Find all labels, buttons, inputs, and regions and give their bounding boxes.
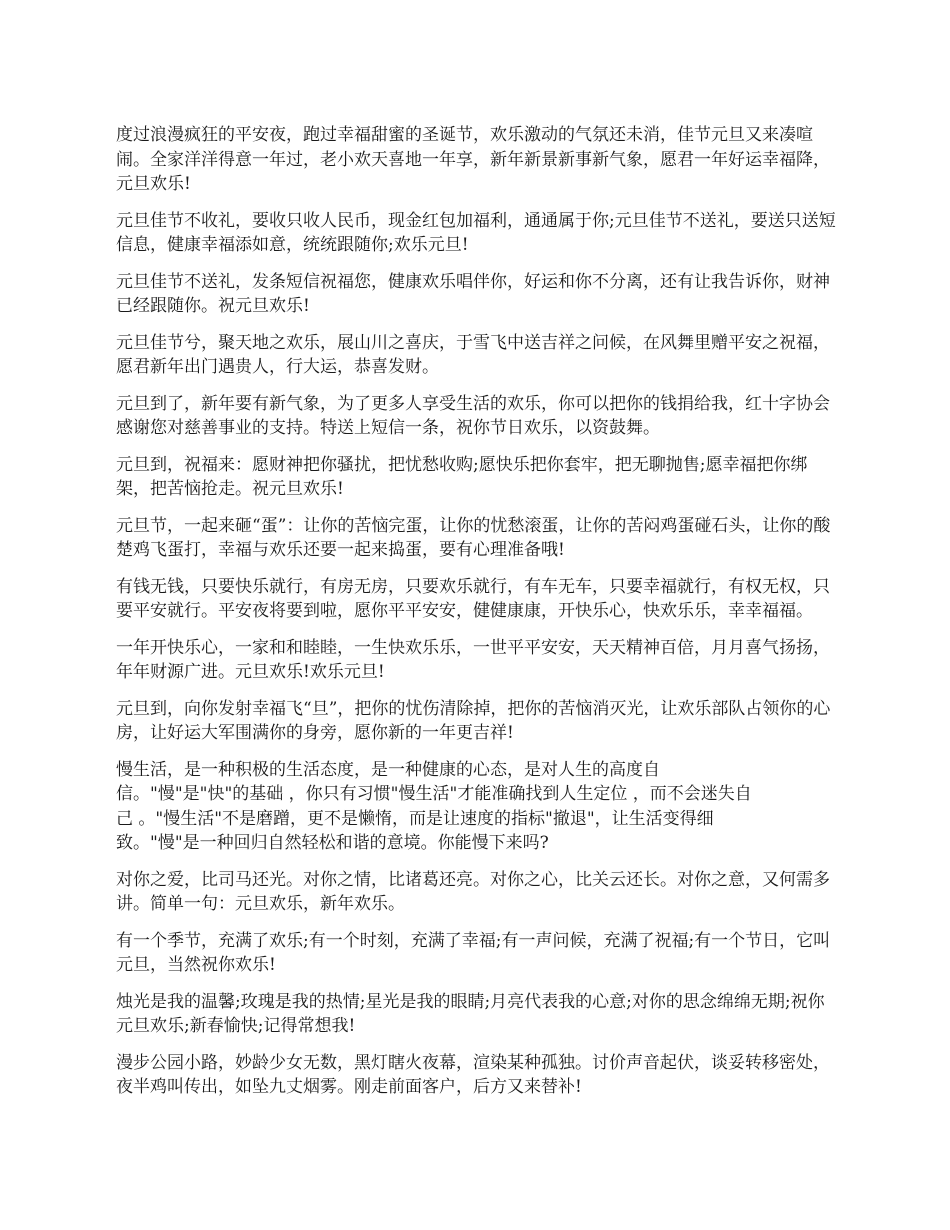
paragraph-1: 度过浪漫疯狂的平安夜，跑过幸福甜蜜的圣诞节，欢乐激动的气氛还未消，佳节元旦又来凑喧闹。全家洋洋得意一年过，老小欢天喜地一年享，新年新景新事新气象，愿君一年好运幸福降，元旦欢乐! <box>116 125 830 194</box>
paragraph-9: 一年开快乐心，一家和和睦睦，一生快欢乐乐，一世平平安安，天天精神百倍，月月喜气扬扬，年年财源广进。元旦欢乐!欢乐元旦! <box>116 637 830 682</box>
paragraph-10: 元旦到，向你发射幸福飞“旦”，把你的忧伤清除掉，把你的苦恼消灭光，让欢乐部队占领你的心房，让好运大军围满你的身旁，愿你新的一年更吉祥! <box>116 698 831 743</box>
paragraph-6: 元旦到，祝福来：愿财神把你骚扰，把忧愁收购;愿快乐把你套牢，把无聊抛售;愿幸福把你绑架，把苦恼抢走。祝元旦欢乐! <box>116 454 808 499</box>
paragraph-4: 元旦佳节兮，聚天地之欢乐，展山川之喜庆，于雪飞中送吉祥之问候，在风舞里赠平安之祝福，愿君新年出门遇贵人，行大运，恭喜发财。 <box>116 332 830 377</box>
paragraph-15: 漫步公园小路，妙龄少女无数，黑灯瞎火夜幕，渲染某种孤独。讨价声音起伏，谈妥转移密处，夜半鸡叫传出，如坠九丈烟雾。刚走前面客户，后方又来替补! <box>116 1052 830 1097</box>
paragraph-2: 元旦佳节不收礼，要收只收人民币，现金红包加福利，通通属于你;元旦佳节不送礼，要送只送短信息，健康幸福添如意，统统跟随你;欢乐元旦! <box>116 210 836 255</box>
paragraph-14: 烛光是我的温馨;玫瑰是我的热情;星光是我的眼睛;月亮代表我的心意;对你的思念绵绵无期;祝你元旦欢乐;新春愉快;记得常想我! <box>116 991 825 1036</box>
paragraph-8: 有钱无钱，只要快乐就行，有房无房，只要欢乐就行，有车无车，只要幸福就行，有权无权，只要平安就行。平安夜将要到啦，愿你平平安安，健健康康，开快乐心，快欢乐乐，幸幸福福。 <box>116 576 830 621</box>
paragraph-13: 有一个季节，充满了欢乐;有一个时刻，充满了幸福;有一声问候，充满了祝福;有一个节日，它叫元旦，当然祝你欢乐! <box>116 930 831 975</box>
document-body <box>116 123 838 1100</box>
paragraph-7: 元旦节，一起来砸“蛋”：让你的苦恼完蛋，让你的忧愁滚蛋，让你的苦闷鸡蛋碰石头，让你的酸楚鸡飞蛋打，幸福与欢乐还要一起来捣蛋，要有心理准备哦! <box>116 515 831 560</box>
paragraph-12: 对你之爱，比司马还光。对你之情，比诸葛还亮。对你之心，比关云还长。对你之意，又何需多讲。简单一句：元旦欢乐，新年欢乐。 <box>116 869 830 914</box>
paragraph-3: 元旦佳节不送礼，发条短信祝福您，健康欢乐唱伴你，好运和你不分离，还有让我告诉你，财神已经跟随你。祝元旦欢乐! <box>116 271 830 316</box>
paragraph-11: 慢生活，是一种积极的生活态度，是一种健康的心态，是对人生的高度自 信。"慢"是"快"的基础 ，你只有习惯"慢生活"才能准确找到人生定位 ，而不会迷失自 己 。"慢生活"不是磨蹭，更不是懒惰，而是让速度的指标"撤退"，让生活变得细 致。"慢"是一种回归自然轻松和谐的意境。你能慢下来吗? <box>116 759 752 853</box>
paragraph-5: 元旦到了，新年要有新气象，为了更多人享受生活的欢乐，你可以把你的钱捐给我，红十字协会感谢您对慈善事业的支持。特送上短信一条，祝你节日欢乐，以资鼓舞。 <box>116 393 830 438</box>
